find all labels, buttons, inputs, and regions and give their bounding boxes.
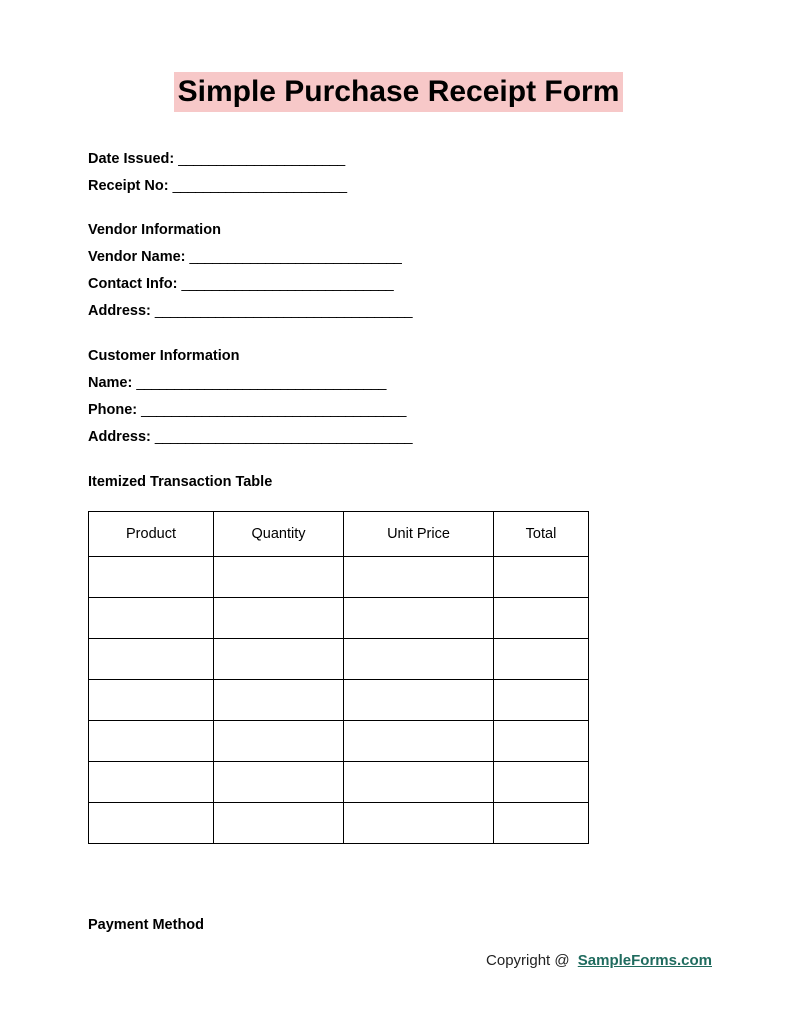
field-vendor-address-blank[interactable]: __________________________________ xyxy=(154,303,413,319)
cell-total[interactable] xyxy=(494,557,589,598)
table-header-row xyxy=(89,512,589,557)
field-date-issued xyxy=(88,146,347,173)
cell-unit-price[interactable] xyxy=(344,762,494,803)
table-row xyxy=(89,639,589,680)
itemized-transaction-table xyxy=(88,511,589,844)
cell-unit-price[interactable] xyxy=(344,598,494,639)
cell-quantity[interactable] xyxy=(214,557,344,598)
field-vendor-address-label: Address: xyxy=(88,303,151,319)
cell-product[interactable] xyxy=(89,803,214,844)
field-customer-address-blank[interactable]: __________________________________ xyxy=(154,429,413,445)
cell-quantity[interactable] xyxy=(214,680,344,721)
field-date-issued-label: Date Issued: xyxy=(88,151,175,167)
footer-copyright-text: Copyright @ xyxy=(486,952,570,969)
field-date-issued-blank[interactable]: ______________________ xyxy=(178,151,345,167)
field-customer-name xyxy=(88,370,412,397)
footer-site-link[interactable]: SampleForms.com xyxy=(577,952,712,969)
field-vendor-contact-info-label: Contact Info: xyxy=(88,276,178,292)
field-vendor-name-blank[interactable]: ____________________________ xyxy=(189,249,402,265)
field-customer-phone-blank[interactable]: ___________________________________ xyxy=(141,402,406,418)
cell-total[interactable] xyxy=(494,803,589,844)
cell-quantity[interactable] xyxy=(214,803,344,844)
table-row xyxy=(89,721,589,762)
field-customer-phone xyxy=(88,397,412,424)
cell-product[interactable] xyxy=(89,721,214,762)
cell-unit-price[interactable] xyxy=(344,680,494,721)
cell-product[interactable] xyxy=(89,762,214,803)
cell-quantity[interactable] xyxy=(214,762,344,803)
table-row xyxy=(89,762,589,803)
cell-product[interactable] xyxy=(89,557,214,598)
cell-quantity[interactable] xyxy=(214,598,344,639)
field-vendor-contact-info-blank[interactable]: ____________________________ xyxy=(181,276,394,292)
customer-information-heading: Customer Information xyxy=(88,348,240,364)
cell-product[interactable] xyxy=(89,598,214,639)
field-customer-phone-label: Phone: xyxy=(88,402,138,418)
table-row xyxy=(89,557,589,598)
cell-total[interactable] xyxy=(494,721,589,762)
cell-unit-price[interactable] xyxy=(344,557,494,598)
cell-product[interactable] xyxy=(89,639,214,680)
table-column-unit-price: Unit Price xyxy=(344,512,494,557)
cell-quantity[interactable] xyxy=(214,721,344,762)
field-vendor-contact-info xyxy=(88,271,412,298)
cell-unit-price[interactable] xyxy=(344,803,494,844)
table-row xyxy=(89,598,589,639)
payment-method-group xyxy=(88,912,204,939)
vendor-information-heading: Vendor Information xyxy=(88,222,221,238)
customer-information-group xyxy=(88,343,412,451)
table-row xyxy=(89,803,589,844)
field-customer-address-label: Address: xyxy=(88,429,151,445)
meta-fields-group xyxy=(88,146,347,200)
table-column-total: Total xyxy=(494,512,589,557)
field-vendor-name xyxy=(88,244,412,271)
vendor-information-group xyxy=(88,217,412,325)
cell-total[interactable] xyxy=(494,680,589,721)
cell-quantity[interactable] xyxy=(214,639,344,680)
page-title: Simple Purchase Receipt Form xyxy=(174,72,624,112)
field-customer-name-label: Name: xyxy=(88,375,133,391)
cell-total[interactable] xyxy=(494,598,589,639)
table-row xyxy=(89,680,589,721)
field-receipt-no-blank[interactable]: _______________________ xyxy=(172,178,347,194)
page-title-container xyxy=(0,72,797,112)
cell-product[interactable] xyxy=(89,680,214,721)
cell-unit-price[interactable] xyxy=(344,721,494,762)
cell-total[interactable] xyxy=(494,762,589,803)
itemized-table-heading: Itemized Transaction Table xyxy=(88,474,273,490)
footer xyxy=(486,952,712,969)
payment-method-heading: Payment Method xyxy=(88,917,205,933)
itemized-table-heading-container xyxy=(88,469,272,496)
table-column-quantity: Quantity xyxy=(214,512,344,557)
cell-total[interactable] xyxy=(494,639,589,680)
cell-unit-price[interactable] xyxy=(344,639,494,680)
field-customer-name-blank[interactable]: _________________________________ xyxy=(136,375,386,391)
field-customer-address xyxy=(88,424,412,451)
table-column-product: Product xyxy=(89,512,214,557)
field-receipt-no xyxy=(88,173,347,200)
field-vendor-address xyxy=(88,298,412,325)
field-receipt-no-label: Receipt No: xyxy=(88,178,169,194)
field-vendor-name-label: Vendor Name: xyxy=(88,249,186,265)
